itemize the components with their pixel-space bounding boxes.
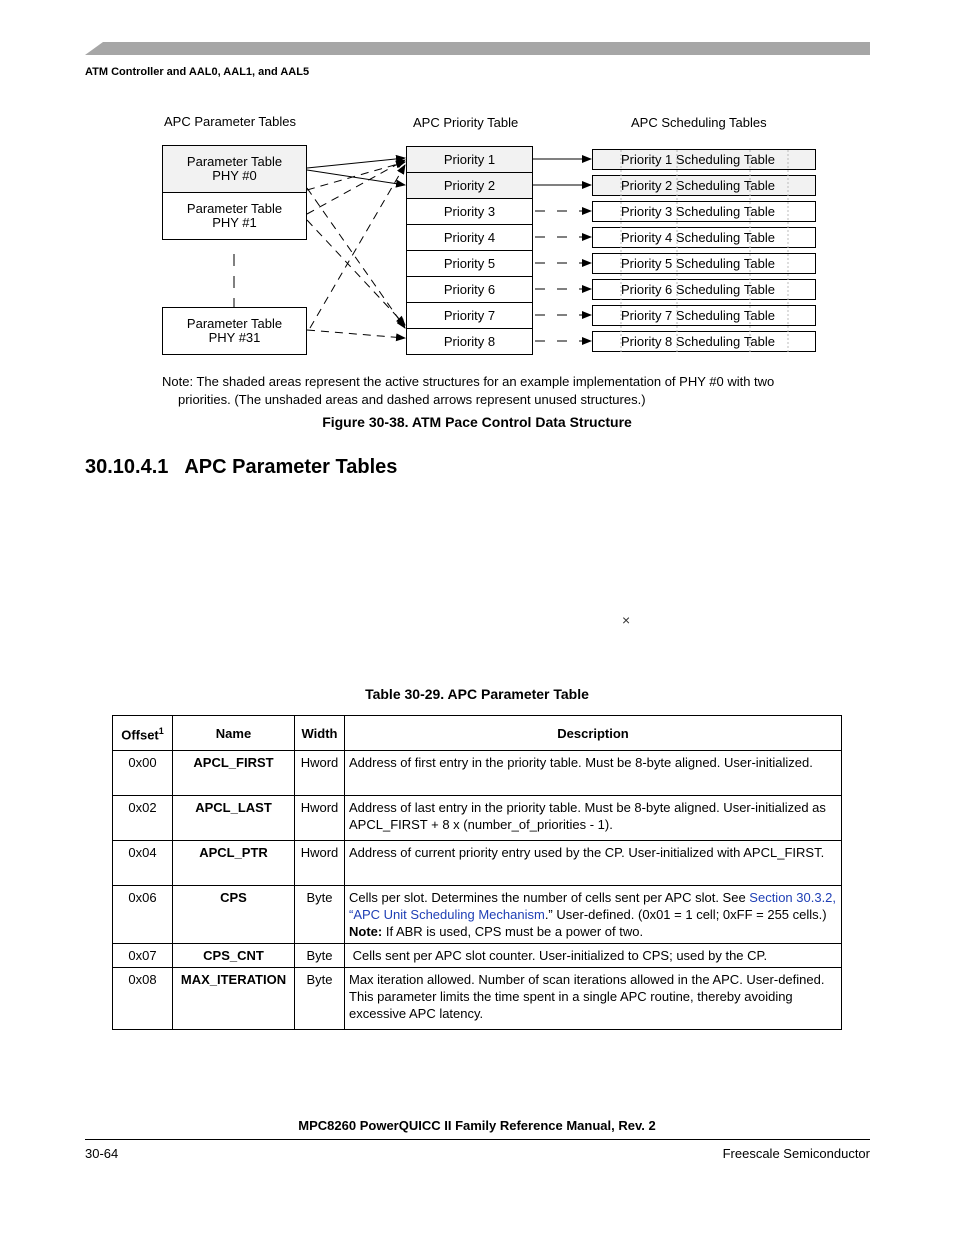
sched-table-box: Priority 4 Scheduling Table xyxy=(592,227,816,248)
priority-box: Priority 8 xyxy=(406,328,533,355)
cell-description: Cells per slot. Determines the number of cells sent per APC slot. See Section 30.3.2, “APC Unit Scheduling Mechanism.” User-defined. (0x01 = 1 cell; 0xFF = 255 cells.) Note: If ABR is used, CPS must be a power of two. xyxy=(345,886,842,944)
param-table-phy31: Parameter Table PHY #31 xyxy=(162,307,307,355)
cell-width: Hword xyxy=(295,796,345,841)
priority-box: Priority 2 xyxy=(406,172,533,199)
sched-tables-label: APC Scheduling Tables xyxy=(631,115,767,130)
priority-box: Priority 6 xyxy=(406,276,533,303)
param-tables-label: APC Parameter Tables xyxy=(164,114,296,129)
param-table-phy1: Parameter Table PHY #1 xyxy=(162,192,307,240)
header-width: Width xyxy=(295,716,345,751)
sched-dividers xyxy=(0,0,954,370)
priority-box: Priority 3 xyxy=(406,198,533,225)
sched-table-box: Priority 5 Scheduling Table xyxy=(592,253,816,274)
close-icon: × xyxy=(622,612,631,628)
cell-width: Hword xyxy=(295,841,345,886)
cell-width: Byte xyxy=(295,886,345,944)
sched-table-box: Priority 8 Scheduling Table xyxy=(592,331,816,352)
sched-table-box: Priority 6 Scheduling Table xyxy=(592,279,816,300)
cell-width: Byte xyxy=(295,968,345,1030)
table-row xyxy=(113,944,842,968)
cell-description: Address of first entry in the priority table. Must be 8-byte aligned. User-initialized. xyxy=(345,751,842,796)
table-header-row xyxy=(113,716,842,751)
cell-offset: 0x02 xyxy=(113,796,173,841)
table-row xyxy=(113,841,842,886)
table-row xyxy=(113,968,842,1030)
section-title: 30.10.4.1 APC Parameter Tables xyxy=(85,456,398,478)
sched-table-box: Priority 2 Scheduling Table xyxy=(592,175,816,196)
priority-box: Priority 7 xyxy=(406,302,533,329)
cell-description: Address of current priority entry used by the CP. User-initialized with APCL_FIRST. xyxy=(345,841,842,886)
cell-offset: 0x00 xyxy=(113,751,173,796)
cell-offset: 0x07 xyxy=(113,944,173,968)
priority-table-label: APC Priority Table xyxy=(413,115,519,130)
section-link[interactable]: Section 30.3.2, “APC Unit Scheduling Mechanism xyxy=(349,890,837,922)
running-header: ATM Controller and AAL0, AAL1, and AAL5 xyxy=(85,66,310,78)
table-row xyxy=(113,796,842,841)
priority-box: Priority 1 xyxy=(406,146,533,173)
param-table-phy0: Parameter Table PHY #0 xyxy=(162,145,307,193)
apc-diagram xyxy=(0,0,954,440)
cell-description: Address of last entry in the priority table. Must be 8-byte aligned. User-initialized as APCL_FIRST + 8 x (number_of_priorities - 1). xyxy=(345,796,842,841)
company-name: Freescale Semiconductor xyxy=(722,1146,870,1161)
cell-width: Hword xyxy=(295,751,345,796)
footer-rule xyxy=(85,1139,870,1140)
cell-name: APCL_LAST xyxy=(173,796,295,841)
table-caption: Table 30-29. APC Parameter Table xyxy=(365,686,589,702)
cell-width: Byte xyxy=(295,944,345,968)
cell-description: Cells sent per APC slot counter. User-initialized to CPS; used by the CP. xyxy=(345,944,842,968)
sched-table-box: Priority 3 Scheduling Table xyxy=(592,201,816,222)
sched-table-box: Priority 7 Scheduling Table xyxy=(592,305,816,326)
cell-name: APCL_PTR xyxy=(173,841,295,886)
figure-note: Note: The shaded areas represent the active structures for an example implementation of PHY #0 with two priorities. (The unshaded areas and dashed arrows represent unused structures.) xyxy=(162,374,775,407)
cell-name: MAX_ITERATION xyxy=(173,968,295,1030)
header-name: Name xyxy=(173,716,295,751)
table-row xyxy=(113,886,842,944)
figure-caption: Figure 30-38. ATM Pace Control Data Structure xyxy=(322,414,632,430)
cell-offset: 0x08 xyxy=(113,968,173,1030)
header-offset: Offset$^1$ xyxy=(113,716,173,751)
page-number: 30-64 xyxy=(85,1146,119,1161)
footer-title: MPC8260 PowerQUICC II Family Reference Manual, Rev. 2 xyxy=(298,1118,656,1133)
cell-name: APCL_FIRST xyxy=(173,751,295,796)
sched-table-box: Priority 1 Scheduling Table xyxy=(592,149,816,170)
cell-description: Max iteration allowed. Number of scan iterations allowed in the APC. User-defined. This parameter limits the time spent in a single APC routine, thereby avoiding excessive APC latency. xyxy=(345,968,842,1030)
cell-offset: 0x04 xyxy=(113,841,173,886)
cell-offset: 0x06 xyxy=(113,886,173,944)
priority-box: Priority 5 xyxy=(406,250,533,277)
cell-name: CPS_CNT xyxy=(173,944,295,968)
priority-box: Priority 4 xyxy=(406,224,533,251)
cell-name: CPS xyxy=(173,886,295,944)
table-row xyxy=(113,751,842,796)
apc-parameter-table xyxy=(112,715,842,1030)
header-description: Description xyxy=(345,716,842,751)
